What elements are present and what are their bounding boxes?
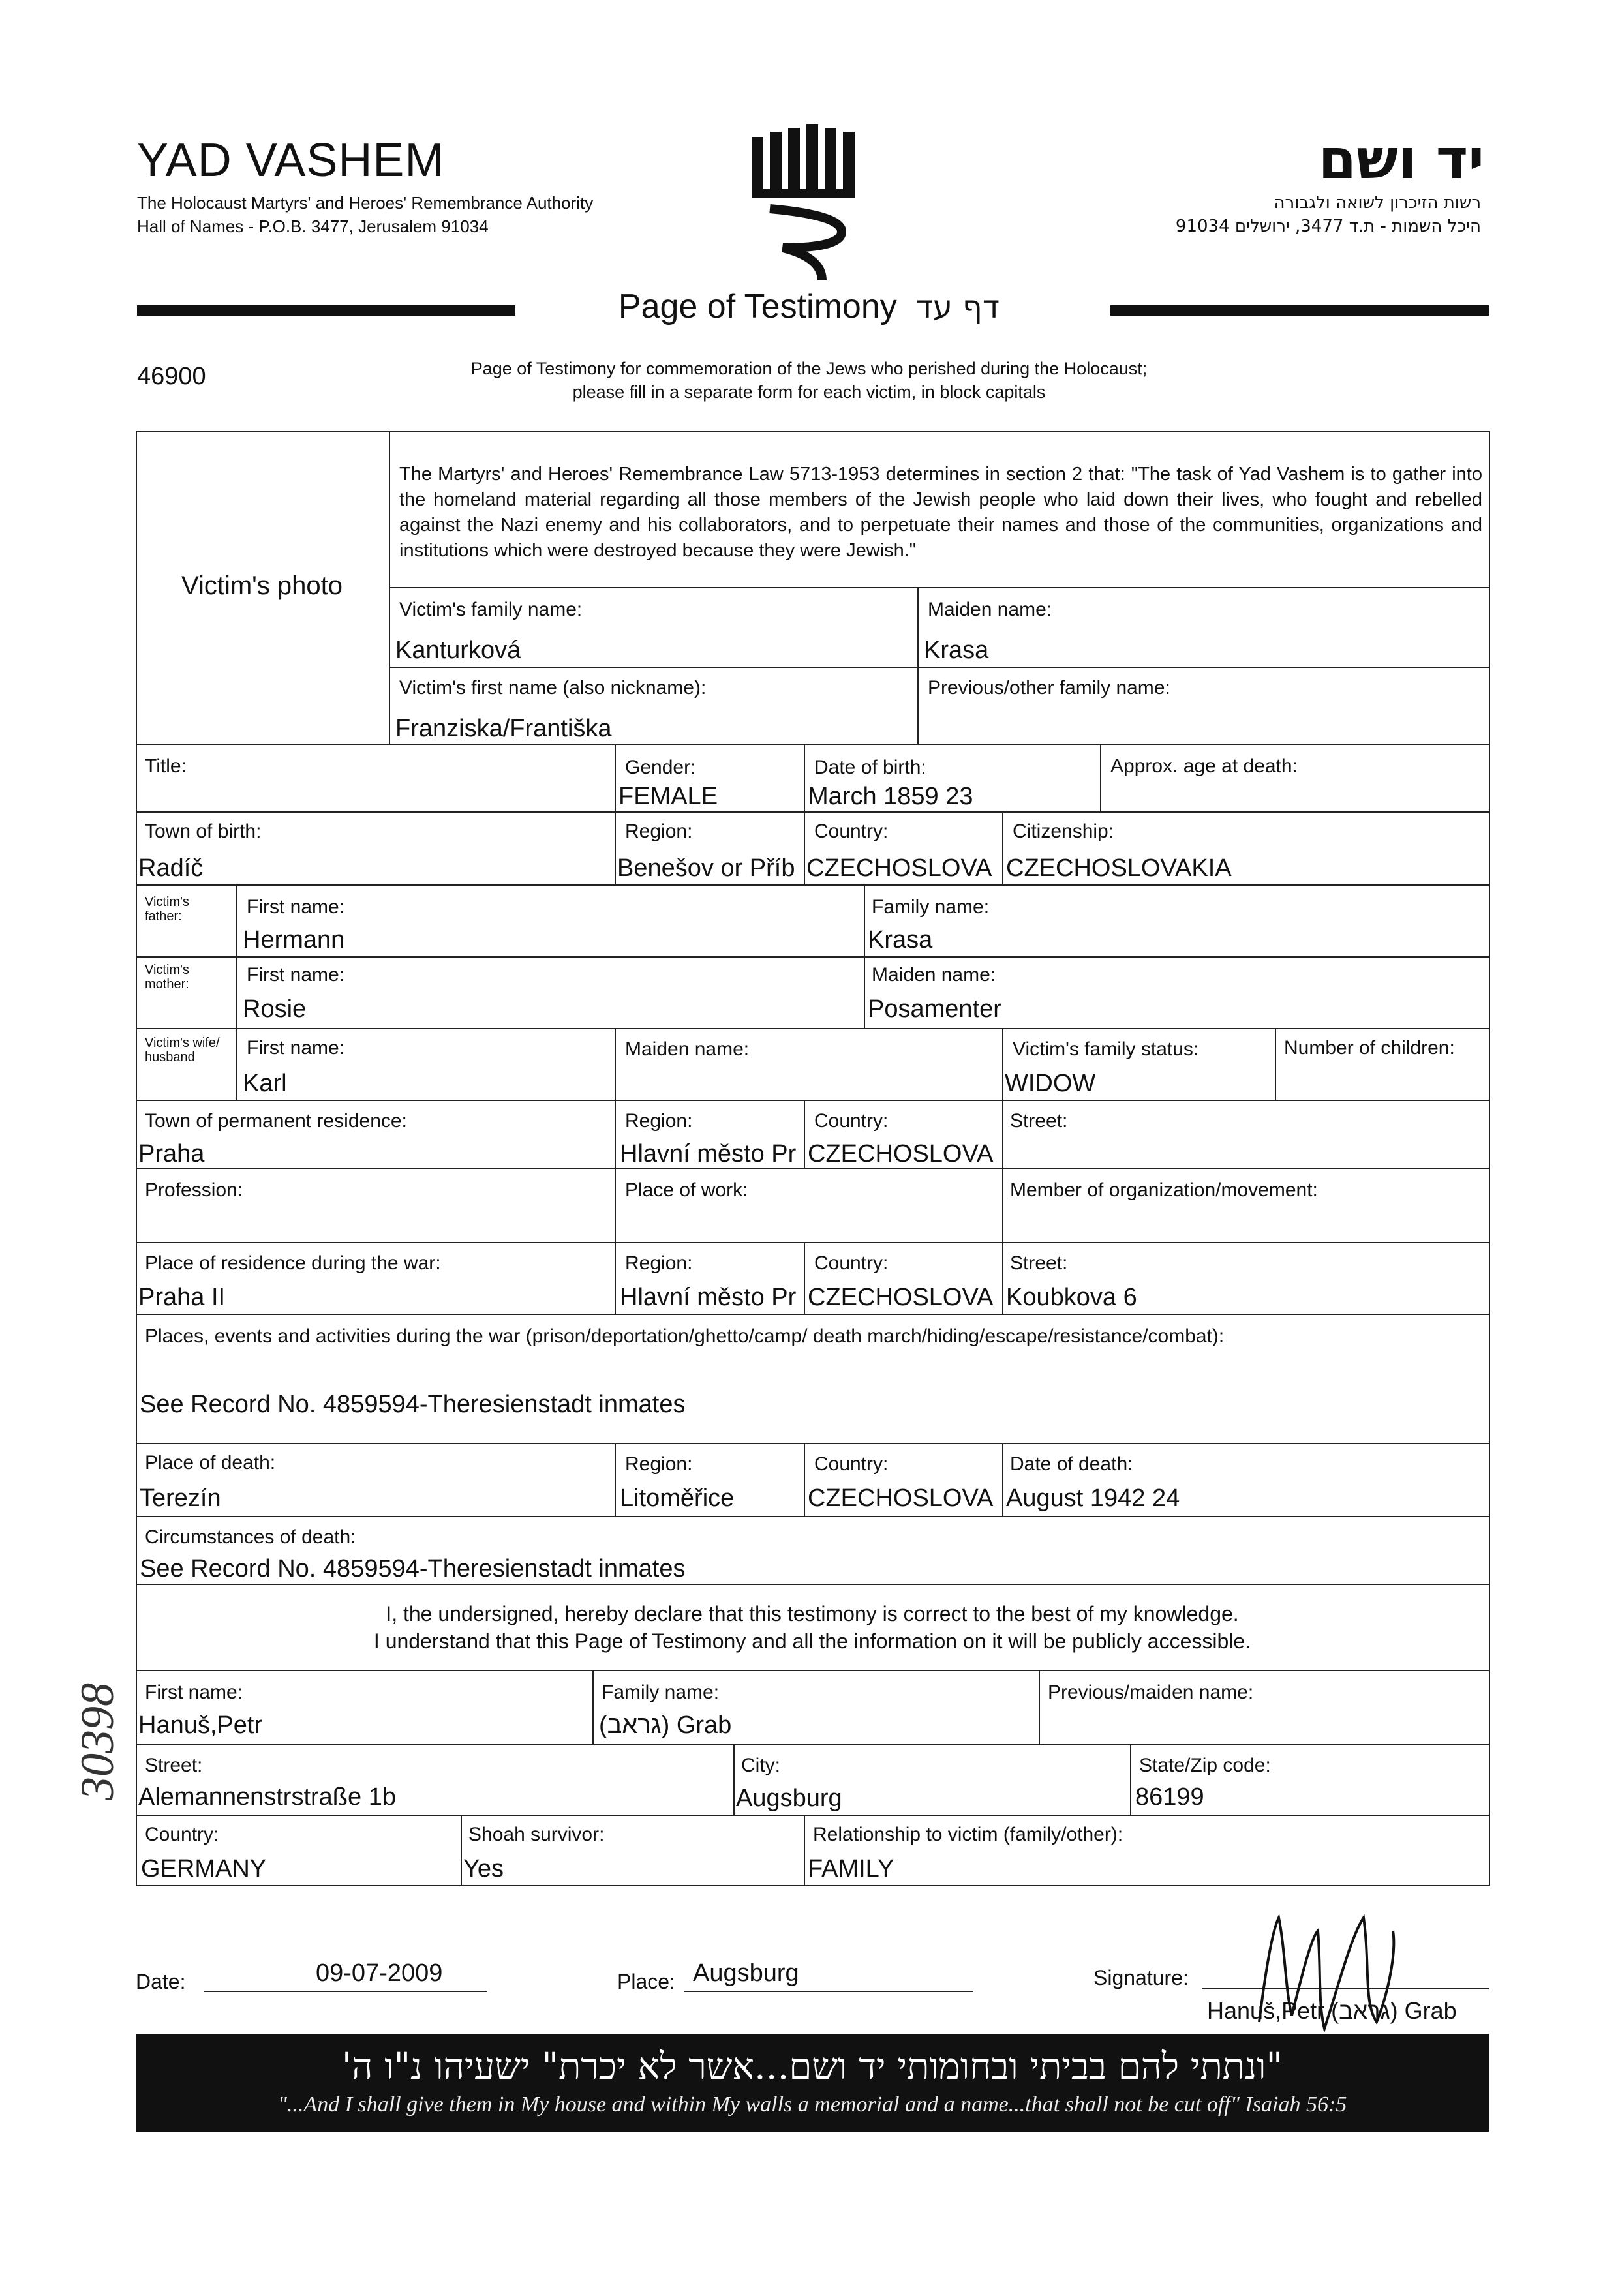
relationship-value: FAMILY [808,1855,894,1882]
war-residence-label: Place of residence during the war: [145,1252,441,1274]
town-of-birth-label: Town of birth: [145,821,262,842]
mother-first-name-value: Rosie [243,995,307,1023]
relationship-label: Relationship to victim (family/other): [813,1824,1123,1845]
submitter-first-name-value: Hanuš,Petr [138,1712,263,1739]
submitter-city-label: City: [741,1755,780,1776]
law-text: The Martyrs' and Heroes' Remembrance Law 5713-1953 determines in section 2 that: "The task of Yad Vashem is to gather into the homeland material regarding all those members of the Jewish people who laid down their lives, who fought and rebelled against the Nazi enemy and his collaborators, and to perpetuate their names and those of the communities, organizations and institutions which were destroyed because they were Jewish." [399,464,1482,561]
submitter-zip-value: 86199 [1135,1783,1204,1811]
permanent-region-value: Hlavní město Pr [620,1140,797,1168]
shoah-survivor-value: Yes [463,1855,504,1882]
signature-label: Signature: [1093,1966,1189,1989]
submitter-family-name-label: Family name: [602,1682,720,1703]
father-side-label: Victim's father: [145,895,189,924]
org-name: YAD VASHEM [137,134,445,187]
profession-label: Profession: [145,1179,243,1201]
mother-maiden-name-value: Posamenter [868,995,1001,1023]
mother-first-name-label: First name: [247,964,345,986]
death-country-value: CZECHOSLOVA [808,1485,994,1512]
permanent-region-label: Region: [625,1110,693,1132]
submitter-city-value: Augsburg [736,1785,842,1812]
yad-vashem-logo-icon [744,117,874,287]
war-street-value: Koubkova 6 [1006,1284,1137,1311]
intro-line-1: Page of Testimony for commemoration of the Jews who perished during the Holocaust; [470,359,1148,378]
mother-maiden-name-label: Maiden name: [872,964,996,986]
spouse-side-label: Victim's wife/ husband [145,1036,220,1065]
footer-english-verse: "...And I shall give them in My house and within My walls a memorial and a name...that shall not be cut off" Isaiah 56:5 [277,2092,1347,2117]
war-region-value: Hlavní město Pr [620,1284,797,1311]
submitter-prev-name-label: Previous/maiden name: [1048,1682,1254,1703]
place-of-death-value: Terezín [140,1485,221,1512]
org-address: Hall of Names - P.O.B. 3477, Jerusalem 91034 [137,217,489,236]
family-name-label: Victim's family name: [399,599,583,620]
handwritten-margin-number: 30398 [71,1683,123,1800]
birth-region-value: Benešov or Příb [617,854,795,882]
submitter-family-name-value: (גראב) Grab [599,1712,732,1739]
place-of-death-label: Place of death: [145,1452,276,1473]
org-address-hebrew: היכל השמות - ת.ד 3477, ירושלים 91034 [1175,217,1481,236]
date-of-death-label: Date of death: [1010,1453,1133,1475]
war-street-label: Street: [1010,1252,1068,1274]
maiden-name-label: Maiden name: [928,599,1052,620]
previous-family-name-label: Previous/other family name: [928,677,1170,699]
shoah-survivor-label: Shoah survivor: [468,1824,605,1845]
submitter-country-value: GERMANY [141,1855,267,1882]
mother-side-label: Victim's mother: [145,963,189,991]
gender-label: Gender: [625,757,696,778]
maiden-name-value: Krasa [924,637,989,664]
permanent-town-value: Praha [138,1140,205,1168]
signoff-place-value: Augsburg [693,1959,799,1987]
submitter-country-label: Country: [145,1824,219,1845]
birth-region-label: Region: [625,821,693,842]
circumstances-label: Circumstances of death: [145,1526,356,1548]
family-name-value: Kanturková [395,637,521,664]
signoff-date-value: 09-07-2009 [316,1959,443,1987]
death-region-label: Region: [625,1453,693,1475]
place-of-work-label: Place of work: [625,1179,748,1201]
age-label: Approx. age at death: [1110,755,1298,777]
title-label: Title: [145,755,187,777]
signoff-date-label: Date: [136,1970,186,1993]
spouse-first-name-label: First name: [247,1037,345,1059]
permanent-town-label: Town of permanent residence: [145,1110,407,1132]
declaration-line-1: I, the undersigned, hereby declare that this testimony is correct to the best of my knowledge. [386,1602,1239,1625]
signoff-place-label: Place: [617,1970,675,1993]
father-first-name-value: Hermann [243,926,345,954]
town-of-birth-value: Radíč [138,854,204,882]
submitter-street-value: Alemannenstrstraße 1b [138,1783,396,1811]
date-of-death-value: August 1942 24 [1006,1485,1180,1512]
member-org-label: Member of organization/movement: [1010,1179,1318,1201]
org-subtitle: The Holocaust Martyrs' and Heroes' Remembrance Authority [137,193,594,213]
spouse-first-name-value: Karl [243,1070,287,1097]
war-residence-value: Praha II [138,1284,226,1311]
permanent-country-label: Country: [814,1110,889,1132]
war-country-value: CZECHOSLOVA [808,1284,994,1311]
permanent-country-value: CZECHOSLOVA [808,1140,994,1168]
dob-value: March 1859 23 [808,783,973,810]
first-name-label: Victim's first name (also nickname): [399,677,707,699]
submitter-first-name-label: First name: [145,1682,243,1703]
footer-banner [136,2034,1489,2132]
family-status-label: Victim's family status: [1013,1038,1199,1060]
permanent-street-label: Street: [1010,1110,1068,1132]
death-country-label: Country: [814,1453,889,1475]
dob-label: Date of birth: [814,757,926,778]
circumstances-value: See Record No. 4859594-Theresienstadt inmates [140,1555,686,1582]
death-region-value: Litoměřice [620,1485,735,1512]
spouse-maiden-name-label: Maiden name: [625,1038,750,1060]
gender-value: FEMALE [618,783,718,810]
war-country-label: Country: [814,1252,889,1274]
father-first-name-label: First name: [247,896,345,918]
submitter-zip-label: State/Zip code: [1139,1755,1271,1776]
footer-hebrew-verse: "ונתתי להם בביתי ובחומותי יד ושם...אשר לא יכרת" ישעיהו נ"ו ה' [341,2046,1283,2088]
war-events-label: Places, events and activities during the war (prison/deportation/ghetto/camp/ death march/hiding/escape/resistance/combat): [145,1325,1225,1347]
citizenship-label: Citizenship: [1013,821,1114,842]
war-events-value: See Record No. 4859594-Theresienstadt inmates [140,1391,686,1418]
intro-line-2: please fill in a separate form for each victim, in block capitals [572,382,1046,402]
signature-name: Hanuš,Petr (גראב) Grab [1207,1997,1457,2024]
birth-country-label: Country: [814,821,889,842]
family-status-value: WIDOW [1005,1070,1096,1097]
submitter-street-label: Street: [145,1755,203,1776]
birth-country-value: CZECHOSLOVA [806,854,992,882]
war-region-label: Region: [625,1252,693,1274]
victim-photo-label: Victim's photo [181,571,343,600]
citizenship-value: CZECHOSLOVAKIA [1006,854,1232,882]
children-label: Number of children: [1284,1037,1455,1059]
father-family-name-label: Family name: [872,896,990,918]
declaration-line-2: I understand that this Page of Testimony and all the information on it will be publicly accessible. [373,1629,1251,1653]
org-subtitle-hebrew: רשות הזיכרון לשואה ולגבורה [1274,193,1481,213]
first-name-value: Franziska/Františka [395,715,612,742]
page-title: Page of Testimony דף עד [618,288,1000,325]
org-name-hebrew: יד ושם [1318,127,1484,191]
father-family-name-value: Krasa [868,926,933,954]
document-number: 46900 [137,363,206,390]
